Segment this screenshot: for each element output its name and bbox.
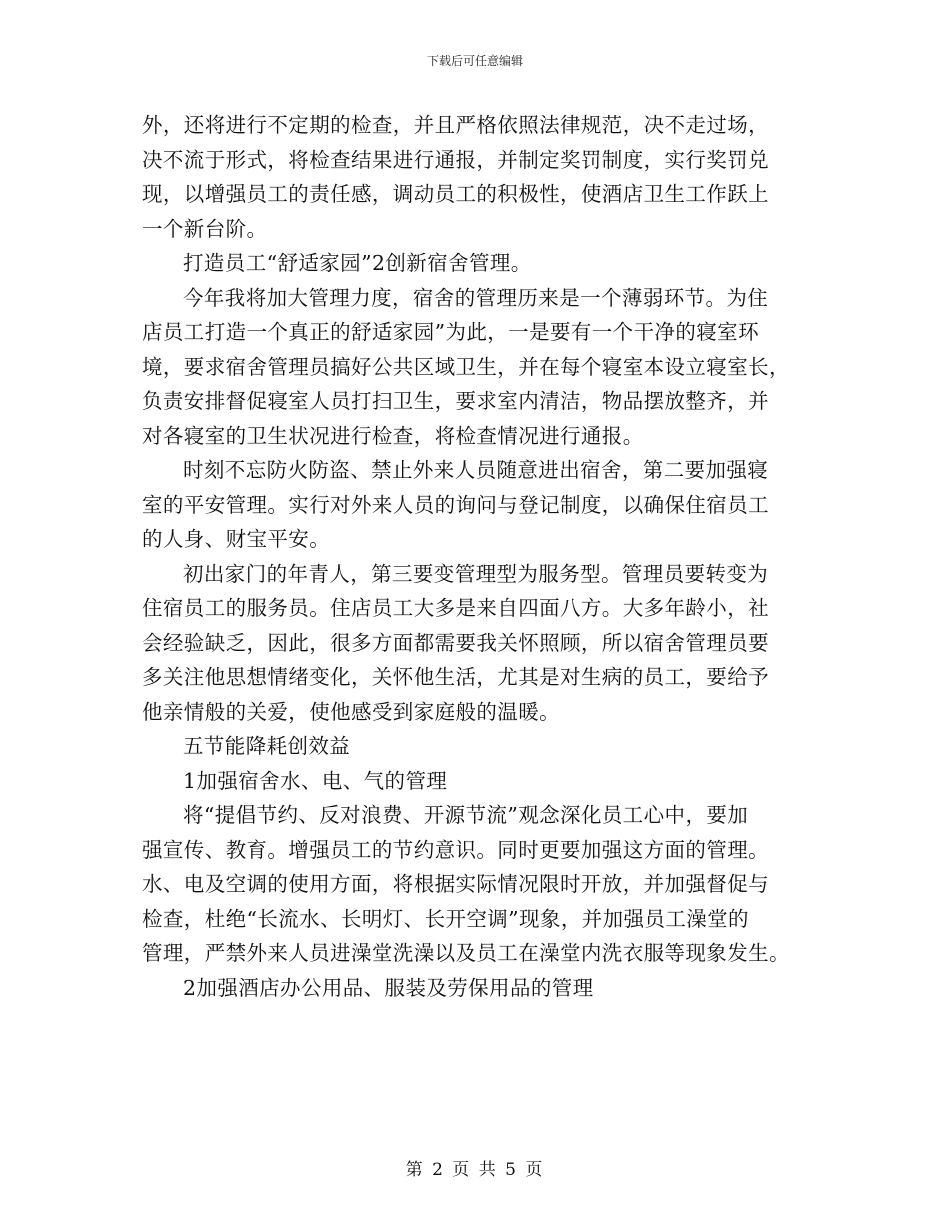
text-line: 打造员工“舒适家园”2创新宿舍管理。 xyxy=(183,251,532,275)
paragraph xyxy=(142,453,814,557)
text-line: 时刻不忘防火防盗、禁止外来人员随意进出宿舍，第二要加强寝 xyxy=(183,458,769,482)
paragraph xyxy=(142,798,814,971)
text-line: 境，要求宿舍管理员搞好公共区域卫生，并在每个寝室本设立寝室长， xyxy=(142,354,790,379)
text-line: 2加强酒店办公用品、服装及劳保用品的管理 xyxy=(183,975,594,1000)
section-heading xyxy=(142,729,814,764)
document-body xyxy=(142,108,814,1005)
text-line: 初出家门的年青人，第三要变管理型为服务型。管理员要转变为 xyxy=(183,561,769,586)
text-line: 外，还将进行不定期的检查，并且严格依照法律规范，决不走过场， xyxy=(142,113,769,137)
paragraph xyxy=(142,108,814,246)
text-line: 的人身、财宝平安。 xyxy=(142,527,331,551)
text-line: 管理，严禁外来人员进澡堂洗澡以及员工在澡堂内洗衣服等现象发生。 xyxy=(142,941,790,965)
text-line: 店员工打造一个真正的舒适家园”为此，一是要有一个干净的寝室环 xyxy=(142,320,759,344)
text-line: 强宣传、教育。增强员工的节约意识。同时更要加强这方面的管理。 xyxy=(142,837,769,862)
text-line: 住宿员工的服务员。住店员工大多是来自四面八方。大多年龄小，社 xyxy=(142,596,769,620)
text-line: 会经验缺乏，因此，很多方面都需要我关怀照顾，所以宿舍管理员要 xyxy=(142,630,769,655)
text-line: 他亲情般的关爱，使他感受到家庭般的温暖。 xyxy=(142,699,560,724)
text-line: 检查，杜绝“长流水、长明灯、长开空调”现象，并加强员工澡堂的 xyxy=(142,906,749,931)
page-header: 下载后可任意编辑 xyxy=(426,54,523,68)
subsection-heading xyxy=(142,764,814,799)
text-line: 室的平安管理。实行对外来人员的询问与登记制度，以确保住宿员工 xyxy=(142,492,769,517)
text-line: 负责安排督促寝室人员打扫卫生，要求室内清洁，物品摆放整齐，并 xyxy=(142,389,769,413)
paragraph xyxy=(142,281,814,454)
text-line: 多关注他思想情绪变化，关怀他生活，尤其是对生病的员工，要给予 xyxy=(142,665,769,689)
text-line: 一个新台阶。 xyxy=(142,216,268,241)
text-line: 决不流于形式，将检查结果进行通报，并制定奖罚制度，实行奖罚兑 xyxy=(142,147,769,172)
text-line: 五节能降耗创效益 xyxy=(183,734,351,758)
page-footer: 第 2 页 共 5 页 xyxy=(405,1160,545,1180)
text-line: 对各寝室的卫生状况进行检查，将检查情况进行通报。 xyxy=(142,423,644,448)
subsection-heading xyxy=(142,971,814,1006)
text-line: 今年我将加大管理力度，宿舍的管理历来是一个薄弱环节。为住 xyxy=(183,285,769,310)
text-line: 现，以增强员工的责任感，调动员工的积极性，使酒店卫生工作跃上 xyxy=(142,182,769,206)
text-line: 将“提倡节约、反对浪费、开源节流”观念深化员工心中，要加 xyxy=(183,803,749,827)
text-line: 1加强宿舍水、电、气的管理 xyxy=(183,768,448,793)
text-line: 水、电及空调的使用方面，将根据实际情况限时开放，并加强督促与 xyxy=(142,872,769,896)
paragraph xyxy=(142,557,814,730)
paragraph xyxy=(142,246,814,281)
